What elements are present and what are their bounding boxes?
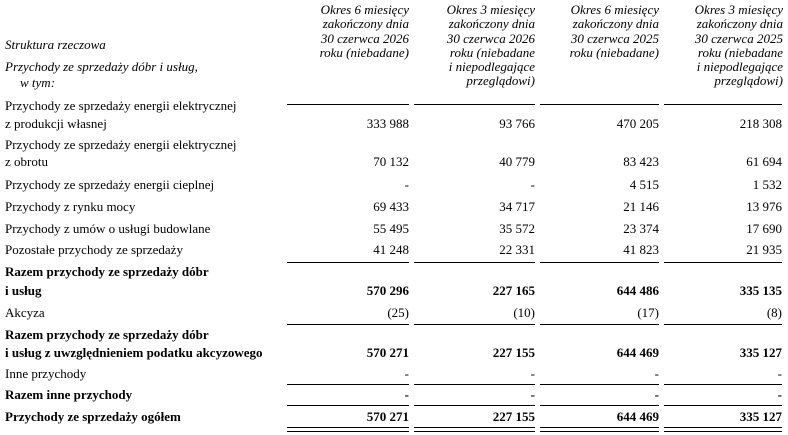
table-cell: 21 146: [623, 199, 659, 214]
header-rule: [287, 104, 409, 105]
table-cell: (25): [387, 305, 409, 320]
table-cell: 22 331: [499, 242, 535, 257]
table-cell: -: [777, 387, 782, 402]
row-label: Razem inne przychody: [5, 387, 133, 402]
revenue-subheading-line2: w tym:: [20, 75, 56, 90]
table-cell: -: [530, 177, 535, 192]
table-cell: -: [777, 366, 782, 381]
row-label: Przychody z umów o usługi budowlane: [5, 221, 211, 236]
revenue-subheading-line1: Przychody ze sprzedaży dóbr i usług,: [5, 59, 198, 74]
row-label: Przychody ze sprzedaży energii elektrycznej: [5, 137, 237, 152]
table-cell: 644 486: [616, 283, 659, 298]
subtotal-rule: [287, 262, 409, 263]
total-rule: [287, 405, 409, 406]
table-cell: 69 433: [373, 199, 409, 214]
table-cell: (8): [766, 305, 782, 320]
table-cell: 218 308: [739, 116, 782, 131]
subtotal-rule: [287, 324, 409, 325]
row-label: Przychody ze sprzedaży energii elektrycznej: [5, 98, 237, 113]
row-label: Akcyza: [5, 305, 45, 320]
table-cell: 570 271: [366, 345, 409, 360]
subtotal-rule: [540, 384, 659, 385]
subtotal-rule: [540, 262, 659, 263]
total-rule: [540, 405, 659, 406]
structure-heading: Struktura rzeczowa: [5, 37, 106, 52]
subtotal-rule: [414, 324, 535, 325]
table-cell: -: [404, 177, 409, 192]
table-cell: -: [530, 387, 535, 402]
subtotal-rule: [664, 262, 782, 263]
column-header-6m-2026: Okres 6 miesięcy zakończony dnia 30 czerwca 2026 roku (niebadane): [319, 2, 409, 60]
row-label: Przychody ze sprzedaży ogółem: [5, 409, 181, 424]
row-label-continuation: i usług z uwzględnieniem podatku akcyzowego: [5, 345, 263, 360]
table-cell: (10): [513, 305, 535, 320]
table-cell: 227 165: [492, 283, 535, 298]
table-cell: 227 155: [492, 345, 535, 360]
grand-total-double-rule: [540, 427, 659, 432]
table-cell: -: [530, 366, 535, 381]
subtotal-rule: [664, 384, 782, 385]
row-label: Razem przychody ze sprzedaży dóbr: [5, 264, 209, 279]
column-header-3m-2026: Okres 3 miesięcy zakończony dnia 30 czerwca 2026 roku (niebadane i niepodlegające przeglądowi): [446, 2, 535, 89]
column-header-3m-2025: Okres 3 miesięcy zakończony dnia 30 czerwca 2025 roku (niebadane i niepodlegające przeglądowi): [694, 2, 783, 89]
table-cell: 333 988: [366, 116, 409, 131]
table-cell: 17 690: [746, 221, 782, 236]
table-cell: 23 374: [623, 221, 659, 236]
table-cell: -: [404, 366, 409, 381]
table-cell: 41 248: [373, 242, 409, 257]
table-cell: 335 135: [739, 283, 782, 298]
grand-total-double-rule: [414, 427, 535, 432]
row-label: Przychody z rynku mocy: [5, 199, 136, 214]
table-cell: 41 823: [623, 242, 659, 257]
table-cell: 40 779: [499, 154, 535, 169]
header-rule: [414, 104, 535, 105]
header-rule: [540, 104, 659, 105]
subtotal-rule: [287, 384, 409, 385]
table-cell: 1 532: [752, 177, 782, 192]
grand-total-double-rule: [287, 427, 409, 432]
table-cell: 570 296: [366, 283, 409, 298]
table-cell: -: [404, 387, 409, 402]
table-cell: 644 469: [616, 345, 659, 360]
subtotal-rule: [540, 324, 659, 325]
subtotal-rule: [664, 324, 782, 325]
table-cell: 570 271: [366, 409, 409, 424]
table-cell: (17): [637, 305, 659, 320]
header-rule: [664, 104, 782, 105]
table-cell: 61 694: [746, 154, 782, 169]
table-cell: 83 423: [623, 154, 659, 169]
table-cell: -: [654, 387, 659, 402]
table-cell: 93 766: [499, 116, 535, 131]
table-cell: 470 205: [616, 116, 659, 131]
row-label: Przychody ze sprzedaży energii cieplnej: [5, 177, 215, 192]
grand-total-double-rule: [664, 427, 782, 432]
row-label-continuation: i usług: [5, 283, 42, 298]
table-cell: 13 976: [746, 199, 782, 214]
table-cell: 335 127: [739, 345, 782, 360]
row-label-continuation: z obrotu: [5, 154, 48, 169]
subtotal-rule: [414, 262, 535, 263]
total-rule: [414, 405, 535, 406]
row-label: Pozostałe przychody ze sprzedaży: [5, 242, 183, 257]
table-cell: 34 717: [499, 199, 535, 214]
table-cell: 35 572: [499, 221, 535, 236]
table-cell: 4 515: [629, 177, 659, 192]
table-cell: 335 127: [739, 409, 782, 424]
row-label-continuation: z produkcji własnej: [5, 116, 107, 131]
table-cell: -: [654, 366, 659, 381]
table-cell: 21 935: [746, 242, 782, 257]
column-header-6m-2025: Okres 6 miesięcy zakończony dnia 30 czerwca 2025 roku (niebadane): [569, 2, 659, 60]
table-cell: 70 132: [373, 154, 409, 169]
total-rule: [664, 405, 782, 406]
subtotal-rule: [414, 384, 535, 385]
row-label: Razem przychody ze sprzedaży dóbr: [5, 327, 209, 342]
row-label: Inne przychody: [5, 366, 87, 381]
table-cell: 644 469: [616, 409, 659, 424]
table-cell: 227 155: [492, 409, 535, 424]
table-cell: 55 495: [373, 221, 409, 236]
